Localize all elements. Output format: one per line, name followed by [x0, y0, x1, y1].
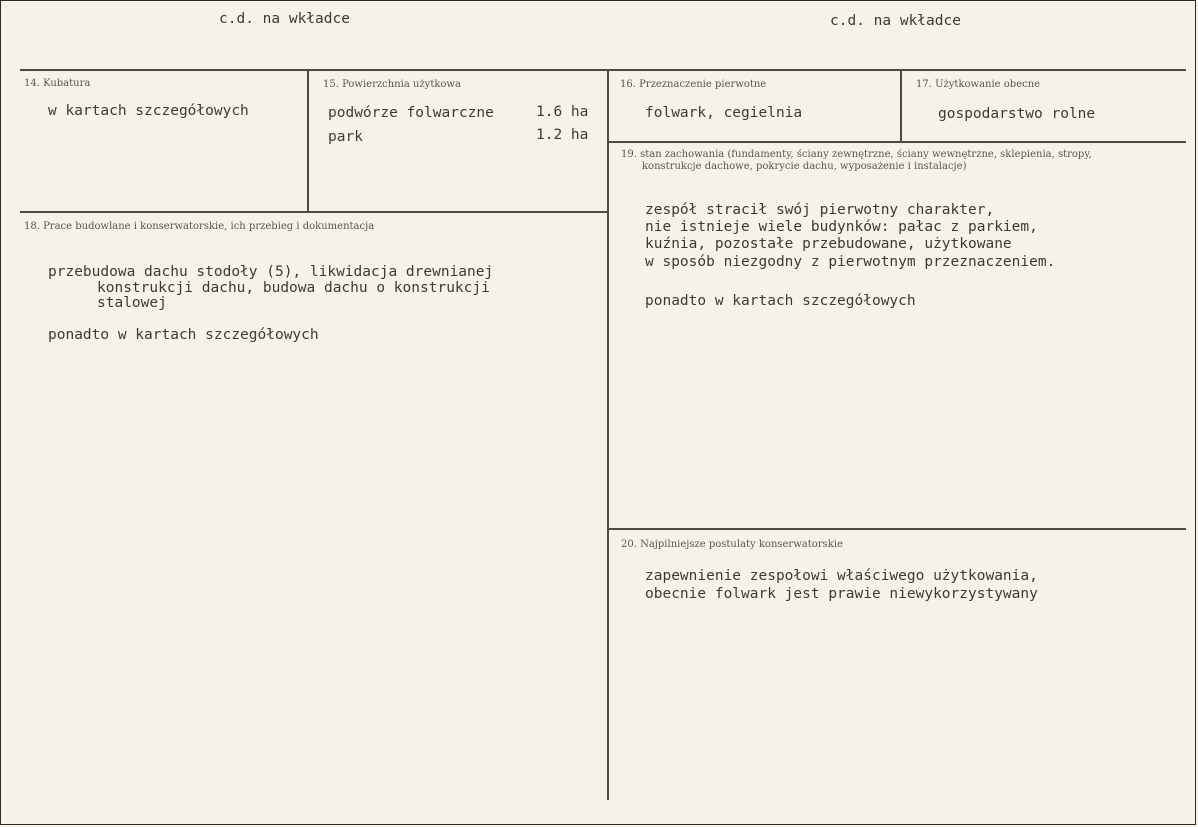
field-16-value: folwark, cegielnia [645, 105, 803, 121]
field-17-label: 17. Użytkowanie obecne [916, 79, 1041, 90]
field-19-line: w sposób niezgodny z pierwotnym przeznaczeniem. [645, 254, 1056, 270]
field-19-line: nie istnieje wiele budynków: pałac z parkiem, [645, 219, 1038, 235]
field-19-label-cont: konstrukcje dachowe, pokrycie dachu, wyposażenie i instalacje) [642, 161, 967, 172]
divider-16-17 [900, 70, 902, 142]
header-note-right: c.d. na wkładce [830, 13, 961, 29]
field-20-line: zapewnienie zespołowi właściwego użytkowania, [645, 568, 1038, 584]
divider-14-15 [307, 70, 309, 212]
field-15-label: 15. Powierzchnia użytkowa [323, 79, 461, 90]
field-18-label: 18. Prace budowlane i konserwatorskie, ich przebieg i dokumentacja [24, 221, 375, 232]
field-16-label: 16. Przeznaczenie pierwotne [620, 79, 767, 90]
field-19-line: kuźnia, pozostałe przebudowane, użytkowane [645, 236, 1012, 252]
field-20-line: obecnie folwark jest prawie niewykorzystywany [645, 586, 1038, 602]
rule-above-20 [609, 528, 1186, 530]
center-divider [607, 70, 609, 800]
field-19-line: zespół stracił swój pierwotny charakter, [645, 202, 995, 218]
field-15-row-value: 1.2 ha [536, 127, 589, 143]
field-18-line: stalowej [97, 295, 167, 311]
field-18-line: ponadto w kartach szczegółowych [48, 327, 319, 343]
field-15-row-name: podwórze folwarczne [328, 105, 494, 121]
field-14-label: 14. Kubatura [24, 78, 91, 89]
rule-above-19 [609, 141, 1186, 143]
field-19-line: ponadto w kartach szczegółowych [645, 293, 916, 309]
field-17-value: gospodarstwo rolne [938, 106, 1096, 122]
rule-above-18 [20, 211, 608, 213]
field-14-value: w kartach szczegółowych [48, 103, 249, 119]
header-note-left: c.d. na wkładce [219, 11, 350, 27]
field-18-line: konstrukcji dachu, budowa dachu o konstrukcji [97, 280, 490, 296]
field-15-row-name: park [328, 129, 363, 145]
top-rule [20, 69, 1186, 71]
field-20-label: 20. Najpilniejsze postulaty konserwatorskie [621, 539, 843, 550]
field-15-row-value: 1.6 ha [536, 104, 589, 120]
field-19-label: 19. stan zachowania (fundamenty, ściany zewnętrzne, ściany wewnętrzne, sklepienia, stropy, [621, 149, 1092, 160]
field-18-line: przebudowa dachu stodoły (5), likwidacja drewnianej [48, 264, 494, 280]
